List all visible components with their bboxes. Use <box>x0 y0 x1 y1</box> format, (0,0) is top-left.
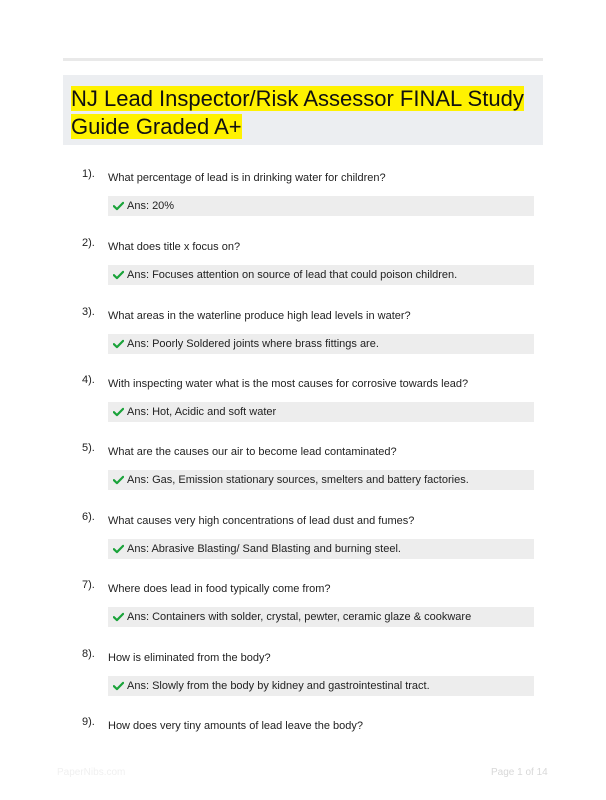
answer-box <box>108 334 534 354</box>
answer-box <box>108 539 534 559</box>
question-number: 5). <box>82 442 95 454</box>
check-icon <box>113 407 124 417</box>
question-text: What does title x focus on? <box>108 241 241 253</box>
question-number: 7). <box>82 579 95 591</box>
page-title-line-2: Guide Graded A+ <box>71 114 242 139</box>
check-icon <box>113 339 124 349</box>
page-indicator: Page 1 of 14 <box>491 767 548 778</box>
answer-text: Ans: Poorly Soldered joints where brass fittings are. <box>127 338 379 350</box>
answer-box <box>108 196 534 216</box>
question-text: With inspecting water what is the most causes for corrosive towards lead? <box>108 378 469 390</box>
answer-text: Ans: Focuses attention on source of lead that could poison children. <box>127 269 458 281</box>
check-icon <box>113 201 124 211</box>
answer-box <box>108 676 534 696</box>
check-icon <box>113 544 124 554</box>
answer-text: Ans: Abrasive Blasting/ Sand Blasting and burning steel. <box>127 543 401 555</box>
top-divider <box>63 58 543 61</box>
question-number: 8). <box>82 648 95 660</box>
question-text: What percentage of lead is in drinking water for children? <box>108 172 386 184</box>
question-number: 3). <box>82 306 95 318</box>
question-text: What areas in the waterline produce high lead levels in water? <box>108 310 411 322</box>
page-title <box>71 85 531 141</box>
question-text: How is eliminated from the body? <box>108 652 271 664</box>
title-banner <box>63 75 543 145</box>
footer-watermark: PaperNibs.com <box>57 767 126 778</box>
answer-text: Ans: Hot, Acidic and soft water <box>127 406 277 418</box>
page-title-line-1: NJ Lead Inspector/Risk Assessor FINAL Study <box>71 86 524 111</box>
answer-box <box>108 470 534 490</box>
question-number: 4). <box>82 374 95 386</box>
question-text: What causes very high concentrations of lead dust and fumes? <box>108 515 415 527</box>
answer-text: Ans: 20% <box>127 200 175 212</box>
check-icon <box>113 270 124 280</box>
check-icon <box>113 475 124 485</box>
question-number: 2). <box>82 237 95 249</box>
answer-text: Ans: Containers with solder, crystal, pewter, ceramic glaze & cookware <box>127 611 472 623</box>
answer-text: Ans: Gas, Emission stationary sources, smelters and battery factories. <box>127 474 469 486</box>
check-icon <box>113 612 124 622</box>
answer-box <box>108 607 534 627</box>
question-text: What are the causes our air to become lead contaminated? <box>108 446 397 458</box>
question-text: How does very tiny amounts of lead leave the body? <box>108 720 363 732</box>
question-number: 6). <box>82 511 95 523</box>
answer-text: Ans: Slowly from the body by kidney and gastrointestinal tract. <box>127 680 430 692</box>
answer-box <box>108 265 534 285</box>
question-number: 1). <box>82 168 95 180</box>
answer-box <box>108 402 534 422</box>
question-text: Where does lead in food typically come from? <box>108 583 331 595</box>
check-icon <box>113 681 124 691</box>
question-number: 9). <box>82 716 95 728</box>
